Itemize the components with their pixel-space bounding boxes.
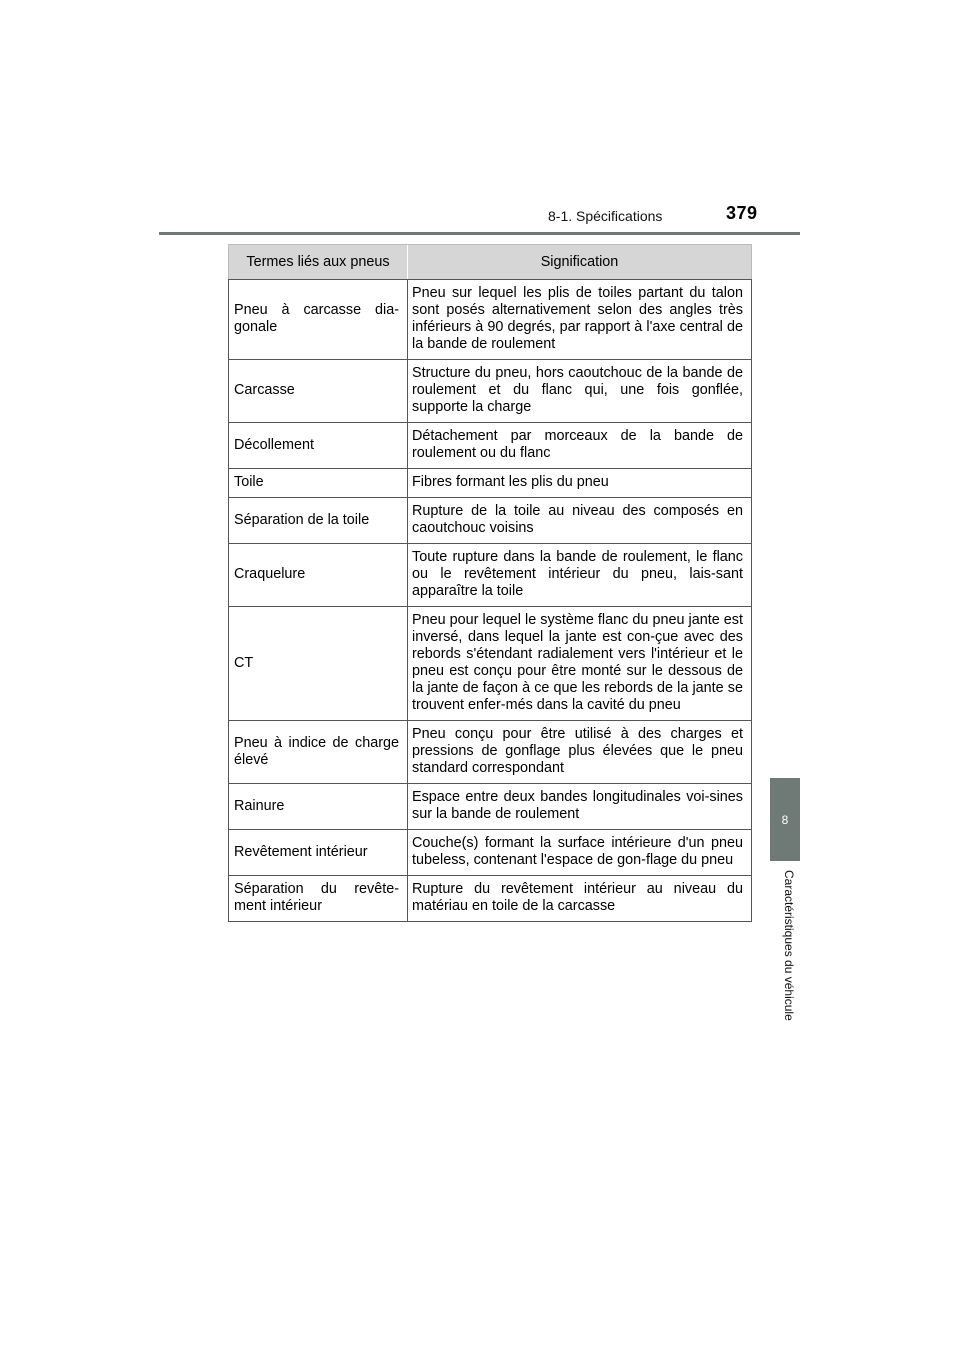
table-body (229, 280, 752, 922)
term-cell: Pneu à indice de charge élevé (229, 721, 408, 784)
table-row (229, 721, 752, 784)
term-cell: Rainure (229, 784, 408, 830)
term-cell: Carcasse (229, 360, 408, 423)
term-cell: Toile (229, 469, 408, 498)
term-cell: Craquelure (229, 544, 408, 607)
meaning-cell: Espace entre deux bandes longitudinales voi-sines sur la bande de roulement (408, 784, 752, 830)
chapter-number: 8 (781, 812, 789, 827)
table-row (229, 876, 752, 922)
term-cell: Pneu à carcasse dia-gonale (229, 280, 408, 360)
meaning-cell: Rupture de la toile au niveau des composés en caoutchouc voisins (408, 498, 752, 544)
term-cell: Revêtement intérieur (229, 830, 408, 876)
table-row (229, 498, 752, 544)
meaning-cell: Pneu conçu pour être utilisé à des charges et pressions de gonflage plus élevées que le pneu standard correspondant (408, 721, 752, 784)
table-row (229, 469, 752, 498)
table-row (229, 607, 752, 721)
term-cell: Séparation du revête-ment intérieur (229, 876, 408, 922)
column-header-meaning: Signification (408, 245, 752, 280)
term-cell: Séparation de la toile (229, 498, 408, 544)
table-row (229, 830, 752, 876)
tire-terms-table (228, 244, 752, 922)
table-row (229, 280, 752, 360)
table-row (229, 544, 752, 607)
meaning-cell: Rupture du revêtement intérieur au niveau du matériau en toile de la carcasse (408, 876, 752, 922)
meaning-cell: Pneu pour lequel le système flanc du pneu jante est inversé, dans lequel la jante est con-çue avec des rebords s'étendant radialement vers l'intérieur et le pneu est conçu pour être monté sur le dessous de la jante de façon à ce que les rebords de la jante se trouvent enfer-més dans la cavité du pneu (408, 607, 752, 721)
header-rule (159, 232, 800, 235)
meaning-cell: Toute rupture dans la bande de roulement, le flanc ou le revêtement intérieur du pneu, lais-sant apparaître la toile (408, 544, 752, 607)
page-number: 379 (726, 203, 758, 223)
table-row (229, 784, 752, 830)
table-row (229, 360, 752, 423)
meaning-cell: Structure du pneu, hors caoutchouc de la bande de roulement et du flanc qui, une fois gonflée, supporte la charge (408, 360, 752, 423)
term-cell: CT (229, 607, 408, 721)
table-header-row (229, 245, 752, 280)
meaning-cell: Détachement par morceaux de la bande de roulement ou du flanc (408, 423, 752, 469)
column-header-term: Termes liés aux pneus (229, 245, 408, 280)
table-row (229, 423, 752, 469)
section-label: 8-1. Spécifications (548, 208, 663, 224)
chapter-tab (770, 778, 800, 861)
meaning-cell: Pneu sur lequel les plis de toiles partant du talon sont posés alternativement selon des angles très inférieurs à 90 degrés, par rapport à l'axe central de la bande de roulement (408, 280, 752, 360)
chapter-title: Caractéristiques du véhicule (782, 870, 796, 1021)
term-cell: Décollement (229, 423, 408, 469)
meaning-cell: Fibres formant les plis du pneu (408, 469, 752, 498)
meaning-cell: Couche(s) formant la surface intérieure d'un pneu tubeless, contenant l'espace de gon-flage du pneu (408, 830, 752, 876)
